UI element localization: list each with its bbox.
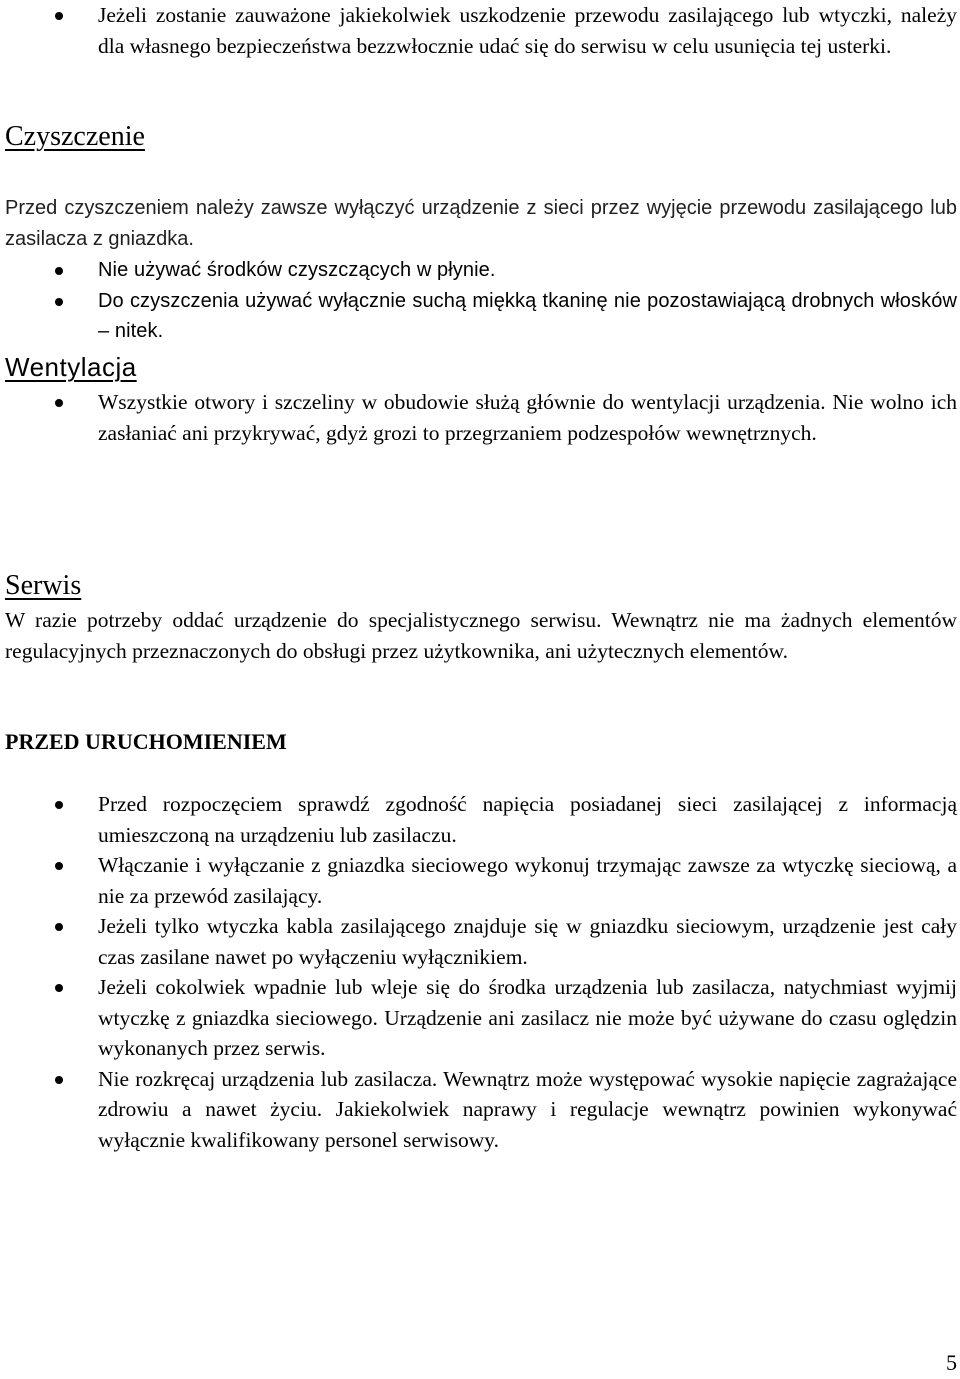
- bullet-text: Do czyszczenia używać wyłącznie suchą miękką tkaninę nie pozostawiającą drobnych włosków – nitek.: [98, 289, 957, 342]
- serwis-paragraph: [5, 605, 957, 666]
- bullet-icon: [55, 801, 63, 809]
- list-item: [0, 286, 957, 347]
- heading-wentylacja: Wentylacja: [5, 352, 137, 382]
- czyszczenie-intro: [5, 193, 957, 254]
- bullet-icon: [55, 1076, 63, 1084]
- wentylacja-bullet-list: [0, 387, 957, 448]
- bullet-icon: [55, 12, 63, 20]
- heading-czyszczenie: Czyszczenie: [5, 121, 145, 152]
- heading-przed-uruchomieniem: PRZED URUCHOMIENIEM: [5, 729, 287, 754]
- list-item: [0, 0, 957, 61]
- list-item: [0, 850, 957, 911]
- list-item: [0, 387, 957, 448]
- bullet-icon: [55, 923, 63, 931]
- bullet-text: Przed rozpoczęciem sprawdź zgodność napięcia posiadanej sieci zasilającej z informacją umieszczoną na urządzeniu lub zasilaczu.: [98, 792, 957, 847]
- bullet-icon: [55, 298, 63, 306]
- bullet-text: Jeżeli zostanie zauważone jakiekolwiek uszkodzenie przewodu zasilającego lub wtyczki, należy dla własnego bezpieczeństwa bezzwłocznie udać się do serwisu w celu usunięcia tej usterki.: [98, 3, 957, 58]
- bullet-text: Wszystkie otwory i szczeliny w obudowie służą głównie do wentylacji urządzenia. Nie wolno ich zasłaniać ani przykrywać, gdyż grozi to przegrzaniem podzespołów wewnętrznych.: [98, 390, 957, 445]
- list-item: [0, 972, 957, 1064]
- bullet-text: Jeżeli tylko wtyczka kabla zasilającego znajduje się w gniazdku sieciowym, urządzenie jest cały czas zasilane nawet po wyłączeniu wyłącznikiem.: [98, 914, 957, 969]
- page-number: 5: [946, 1350, 957, 1375]
- top-bullet-list: [0, 0, 957, 61]
- bullet-icon: [55, 862, 63, 870]
- czyszczenie-intro-text: Przed czyszczeniem należy zawsze wyłączyć urządzenie z sieci przez wyjęcie przewodu zasilającego lub zasilacza z gniazdka.: [5, 197, 957, 250]
- heading-serwis: Serwis: [5, 570, 82, 601]
- bullet-text: Włączanie i wyłączanie z gniazdka sieciowego wykonuj trzymając zawsze za wtyczkę sieciową, a nie za przewód zasilający.: [98, 853, 957, 908]
- bullet-text: Nie używać środków czyszczących w płynie.: [98, 259, 496, 281]
- bullet-text: Jeżeli cokolwiek wpadnie lub wleje się do środka urządzenia lub zasilacza, natychmiast wyjmij wtyczkę z gniazdka sieciowego. Urządzenie ani zasilacz nie może być używane do czasu oględzin wykonanych przez serwis.: [98, 975, 957, 1060]
- list-item: [0, 255, 957, 286]
- list-item: [0, 789, 957, 850]
- serwis-text: W razie potrzeby oddać urządzenie do specjalistycznego serwisu. Wewnątrz nie ma żadnych elementów regulacyjnych przeznaczonych do obsługi przez użytkownika, ani użytecznych elementów.: [5, 608, 957, 663]
- bullet-icon: [55, 399, 63, 407]
- bullet-text: Nie rozkręcaj urządzenia lub zasilacza. Wewnątrz może występować wysokie napięcie zagrażające zdrowiu a nawet życiu. Jakiekolwiek naprawy i regulacje wewnątrz powinien wykonywać wyłącznie kwalifikowany personel serwisowy.: [98, 1066, 957, 1152]
- bullet-icon: [55, 984, 63, 992]
- przed-uruchomieniem-bullet-list: [0, 789, 957, 1155]
- bullet-icon: [55, 267, 63, 275]
- czyszczenie-bullet-list: [0, 255, 957, 347]
- list-item: [0, 1064, 957, 1156]
- list-item: [0, 911, 957, 972]
